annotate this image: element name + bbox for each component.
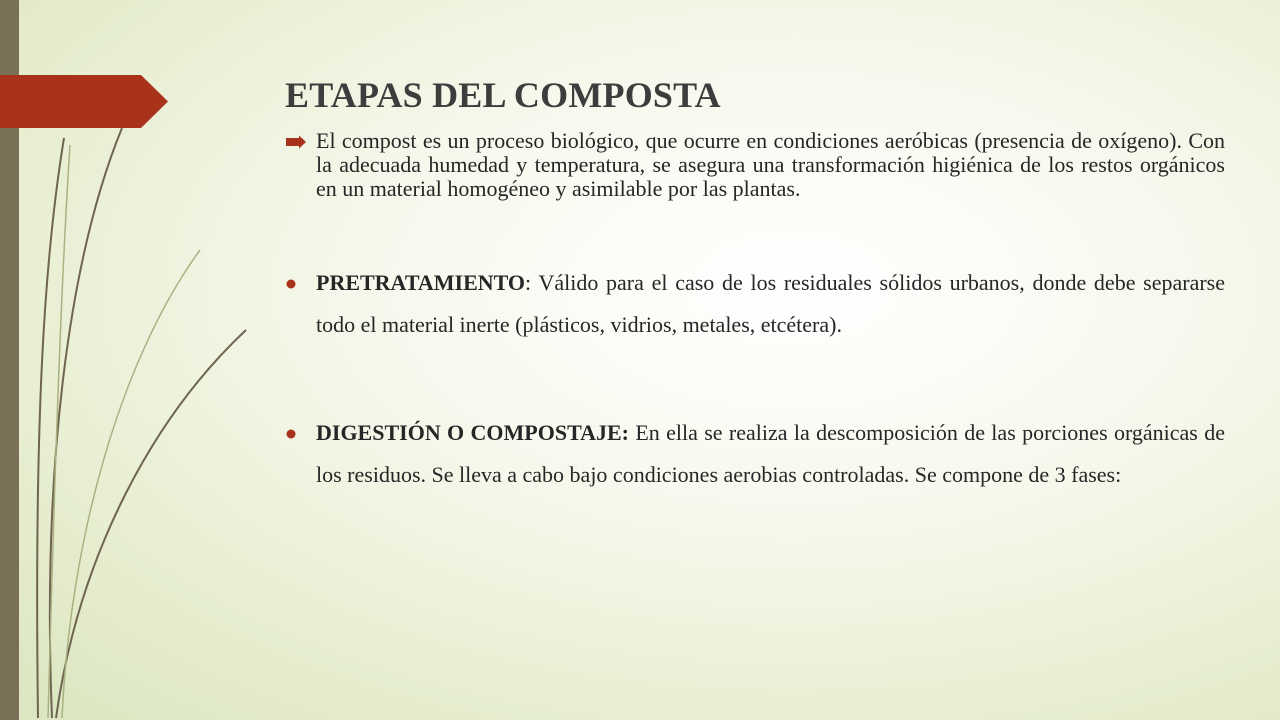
title-marker-arrow	[0, 75, 168, 128]
intro-paragraph	[285, 129, 1225, 201]
section-digestion	[285, 412, 1225, 496]
section-term: PRETRATAMIENTO	[316, 270, 526, 295]
section-pretratamiento	[285, 262, 1225, 346]
section-term: DIGESTIÓN O COMPOSTAJE:	[316, 420, 629, 445]
dot-bullet-icon	[285, 412, 316, 496]
section-body: : Válido para el caso de los residuales sólidos urbanos, donde debe separarse todo el material inerte (plásticos, vidrios, metales, etcétera).	[316, 270, 1225, 337]
section-body: En ella se realiza la descomposición de las porciones orgánicas de los residuos. Se lleva a cabo bajo condiciones aerobias controladas. Se compone de 3 fases:	[316, 420, 1225, 487]
slide-title: ETAPAS DEL COMPOSTA	[285, 75, 721, 115]
flag-bullet-icon	[285, 129, 316, 201]
intro-text: El compost es un proceso biológico, que ocurre en condiciones aeróbicas (presencia de oxígeno). Con la adecuada humedad y temperatura, se asegura una transformación higiénica de los restos orgánicos en un material homogéneo y asimilable por las plantas.	[316, 128, 1225, 201]
section-text	[316, 262, 1225, 346]
dot-bullet-icon	[285, 262, 316, 346]
section-text	[316, 412, 1225, 496]
